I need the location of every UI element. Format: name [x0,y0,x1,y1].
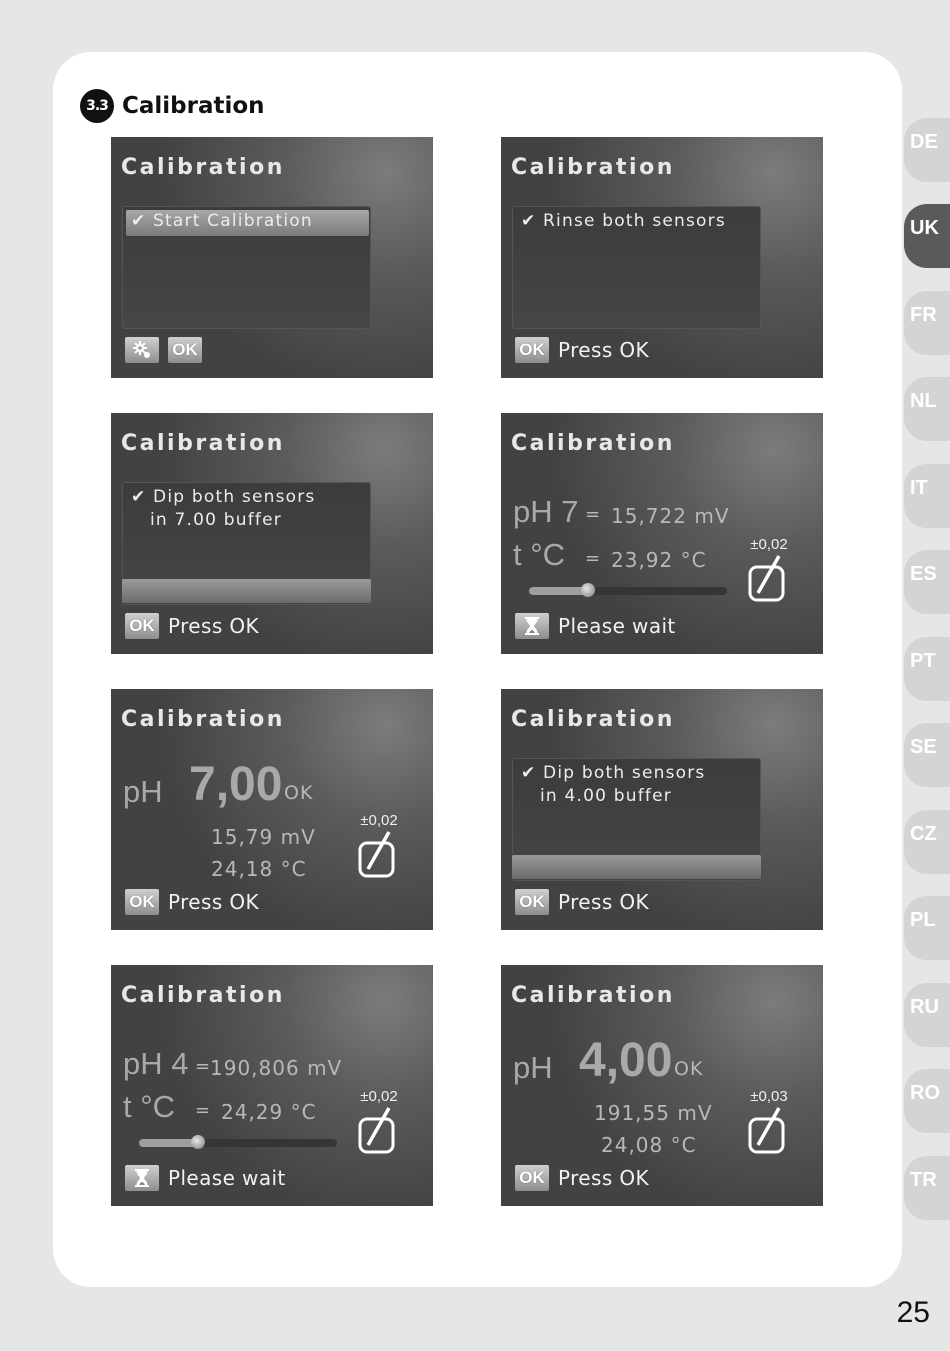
press-ok-label: Press OK [558,890,650,914]
tab-ru[interactable]: RU [904,983,950,1047]
screen-title: Calibration [511,983,675,1008]
screen-result-ph7 [111,689,433,930]
screen-title: Calibration [511,155,675,180]
ok-button[interactable]: OK [168,337,202,363]
temp-reading: 24,18 °C [211,857,307,881]
mv-reading: 190,806 mV [210,1056,343,1080]
screen-measuring-ph4 [111,965,433,1206]
wait-indicator [125,1165,159,1191]
ph-value: 7,00 [189,758,283,811]
hourglass-icon [523,616,541,636]
ph-value: 4,00 [579,1034,673,1087]
mv-reading: 191,55 mV [594,1101,713,1125]
screen-dip-7 [111,413,433,654]
section-title: Calibration [122,93,265,119]
press-ok-label: Press OK [168,614,260,638]
ok-button[interactable]: OK [515,337,549,363]
tolerance-value: ±0,02 [360,812,398,829]
screen-rinse-sensors [501,137,823,378]
menu-line-1: ✔ Dip both sensors [521,763,706,783]
screen-title: Calibration [511,431,675,456]
ph-label: pH 7 [513,494,579,529]
tab-pl[interactable]: PL [904,896,950,960]
ok-button[interactable]: OK [515,1165,549,1191]
tab-tr[interactable]: TR [904,1156,950,1220]
progress-bar [122,579,371,603]
tab-uk[interactable]: UK [904,204,950,268]
tab-cz[interactable]: CZ [904,810,950,874]
menu-box [122,206,371,329]
tab-fr[interactable]: FR [904,291,950,355]
ph-status: OK [284,782,314,804]
section-number: 3.3 [80,89,114,123]
menu-item-start-calibration[interactable]: ✔ Start Calibration [131,211,313,231]
ph-label: pH 4 [123,1046,189,1081]
tolerance-value: ±0,02 [360,1088,398,1105]
tab-pt[interactable]: PT [904,637,950,701]
equals-sign: = [585,504,602,525]
screen-title: Calibration [121,983,285,1008]
tab-es[interactable]: ES [904,550,950,614]
wait-progress [529,587,727,595]
screen-start-calibration [111,137,433,378]
tab-ro[interactable]: RO [904,1069,950,1133]
please-wait-label: Please wait [168,1166,286,1190]
temp-reading: 23,92 °C [611,548,707,572]
ok-button[interactable]: OK [125,613,159,639]
press-ok-label: Press OK [558,338,650,362]
press-ok-label: Press OK [168,890,260,914]
section-heading [80,90,265,122]
ph-status: OK [674,1058,704,1080]
temp-reading: 24,29 °C [221,1100,317,1124]
ph-label: pH [123,774,163,809]
tab-nl[interactable]: NL [904,377,950,441]
menu-line-2: in 7.00 buffer [150,510,282,530]
hourglass-icon [133,1168,151,1188]
screen-title: Calibration [511,707,675,732]
temp-reading: 24,08 °C [601,1133,697,1157]
equals-sign: = [195,1100,212,1121]
please-wait-label: Please wait [558,614,676,638]
page-number: 25 [896,1296,930,1329]
press-ok-label: Press OK [558,1166,650,1190]
equals-sign: = [195,1056,212,1077]
menu-line-2: in 4.00 buffer [540,786,672,806]
menu-item-rinse: ✔ Rinse both sensors [521,211,726,231]
menu-box [512,206,761,329]
tolerance-value: ±0,03 [750,1088,788,1105]
tolerance-value: ±0,02 [750,536,788,553]
ok-button[interactable]: OK [125,889,159,915]
screen-title: Calibration [121,431,285,456]
screen-title: Calibration [121,707,285,732]
tab-it[interactable]: IT [904,464,950,528]
mv-reading: 15,79 mV [211,825,316,849]
wait-progress-knob [191,1135,205,1149]
screen-measuring-ph7 [501,413,823,654]
settings-button[interactable] [125,337,159,363]
mv-reading: 15,722 mV [611,504,730,528]
electrode-icon [747,553,787,603]
wait-indicator [515,613,549,639]
wait-progress-fill [139,1139,198,1147]
wait-progress [139,1139,337,1147]
gear-icon [132,340,152,360]
ok-button[interactable]: OK [515,889,549,915]
menu-line-1: ✔ Dip both sensors [131,487,316,507]
wait-progress-knob [581,583,595,597]
electrode-icon [747,1105,787,1155]
wait-progress-fill [529,587,588,595]
tab-de[interactable]: DE [904,118,950,182]
tab-se[interactable]: SE [904,723,950,787]
progress-bar [512,855,761,879]
equals-sign: = [585,548,602,569]
ph-label: pH [513,1050,553,1085]
screen-dip-4 [501,689,823,930]
electrode-icon [357,829,397,879]
temp-label: t °C [123,1089,176,1124]
screen-result-ph4 [501,965,823,1206]
screen-title: Calibration [121,155,285,180]
temp-label: t °C [513,537,566,572]
electrode-icon [357,1105,397,1155]
